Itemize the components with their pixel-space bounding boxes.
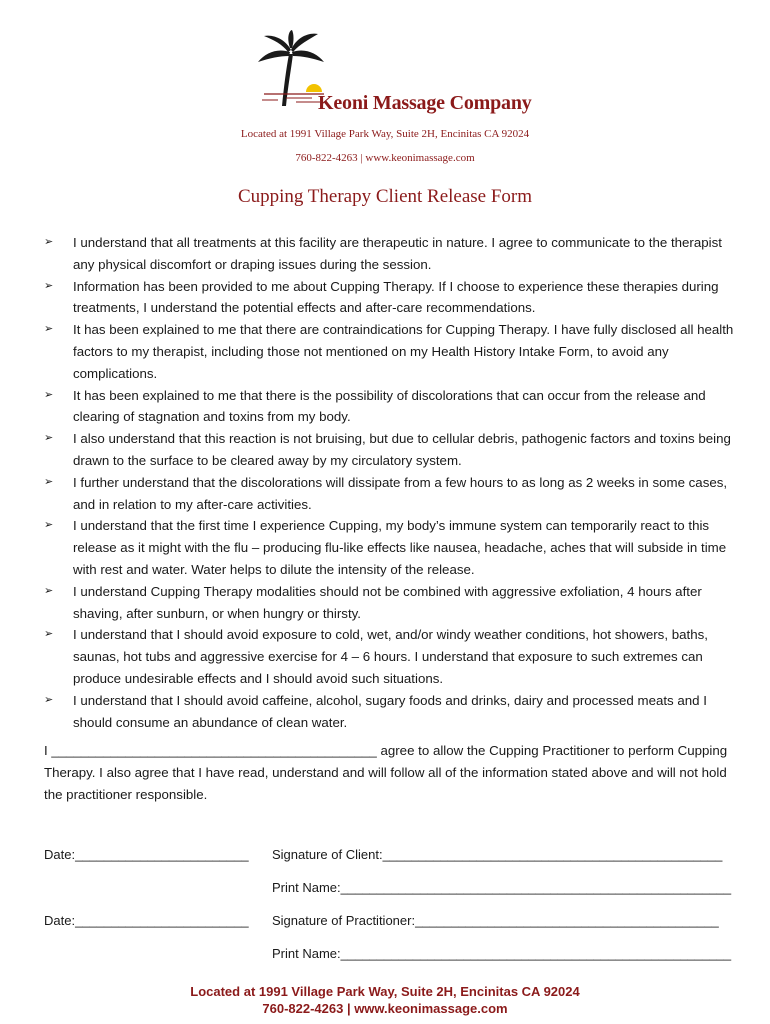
arrow-bullet-icon: ➢ [44,693,54,706]
list-item: ➢ I further understand that the discolorations will dissipate from a few hours to as long as 2 weeks in some cases, and in relation to my after-care activities. [44,472,734,516]
arrow-bullet-icon: ➢ [44,388,54,401]
letterhead [0,0,770,170]
date-field-practitioner[interactable]: Date:________________________ [44,913,249,928]
list-item: ➢ I understand that the first time I experience Cupping, my body’s immune system can temporarily react to this release as it might with the flu – producing flu-like effects like nausea, headache, aches that will subside in time with rest and water. Water helps to dilute the intensity of the release. [44,515,734,580]
date-field-client[interactable]: Date:________________________ [44,847,249,862]
list-item: ➢ I understand that I should avoid exposure to cold, wet, and/or windy weather conditions, hot showers, baths, saunas, hot tubs and aggressive exercise for 4 – 6 hours. I understand that exposure to such extremes can produce undesirable effects and I should avoid such situations. [44,624,734,689]
list-item: ➢ I understand that I should avoid caffeine, alcohol, sugary foods and drinks, dairy and processed meats and I should consume an abundance of clean water. [44,690,734,734]
release-terms-list [44,232,734,733]
arrow-bullet-icon: ➢ [44,432,54,445]
footer-contact: 760-822-4263 | www.keonimassage.com [262,1001,508,1016]
arrow-bullet-icon: ➢ [44,584,54,597]
list-item: ➢ I also understand that this reaction is not bruising, but due to cellular debris, pathogenic factors and toxins being drawn to the surface to be cleared away by my circulatory system. [44,428,734,472]
arrow-bullet-icon: ➢ [44,519,54,532]
header-contact: 760-822-4263 | www.keonimassage.com [295,152,475,164]
header-address: Located at 1991 Village Park Way, Suite 2H, Encinitas CA 92024 [240,128,530,140]
arrow-bullet-icon: ➢ [44,236,54,248]
practitioner-print-name-field[interactable]: Print Name:______________________________________________________ [272,946,732,961]
list-item: ➢ Information has been provided to me about Cupping Therapy. If I choose to experience these therapies during treatments, I understand the potential effects and after-care recommendations. [44,276,734,320]
list-item: ➢ It has been explained to me that there are contraindications for Cupping Therapy. I have fully disclosed all health factors to my therapist, including those not mentioned on my Health History Intake Form, to avoid any complications. [44,319,734,384]
palm-tree-sunset-icon [256,30,326,115]
agreement-statement[interactable]: I ____________________________________________ agree to allow the Cupping Practitioner to perform Cupping Therapy. I also agree that I have read, understand and will follow all of the information stated above and will not hold the practitioner responsible. [44,743,728,802]
client-print-name-field[interactable]: Print Name:______________________________________________________ [272,880,732,895]
form-title: Cupping Therapy Client Release Form [237,186,533,207]
client-signature-field[interactable]: Signature of Client:_______________________________________________ [272,847,723,862]
arrow-bullet-icon: ➢ [44,475,54,488]
company-name: Keoni Massage Company [318,92,532,114]
arrow-bullet-icon: ➢ [44,628,54,641]
list-item: ➢ I understand that all treatments at this facility are therapeutic in nature. I agree to communicate to the therapist any physical discomfort or draping issues during the session. [44,232,734,276]
list-item: ➢ I understand Cupping Therapy modalities should not be combined with aggressive exfoliation, 4 hours after shaving, after sunburn, or when hungry or thirsty. [44,581,734,625]
practitioner-signature-field[interactable]: Signature of Practitioner:__________________________________________ [272,913,719,928]
footer-address: Located at 1991 Village Park Way, Suite 2H, Encinitas CA 92024 [190,984,580,999]
arrow-bullet-icon: ➢ [44,279,54,292]
arrow-bullet-icon: ➢ [44,323,54,336]
list-item: ➢ It has been explained to me that there is the possibility of discolorations that can occur from the release and clearing of stagnation and toxins from my body. [44,385,734,429]
